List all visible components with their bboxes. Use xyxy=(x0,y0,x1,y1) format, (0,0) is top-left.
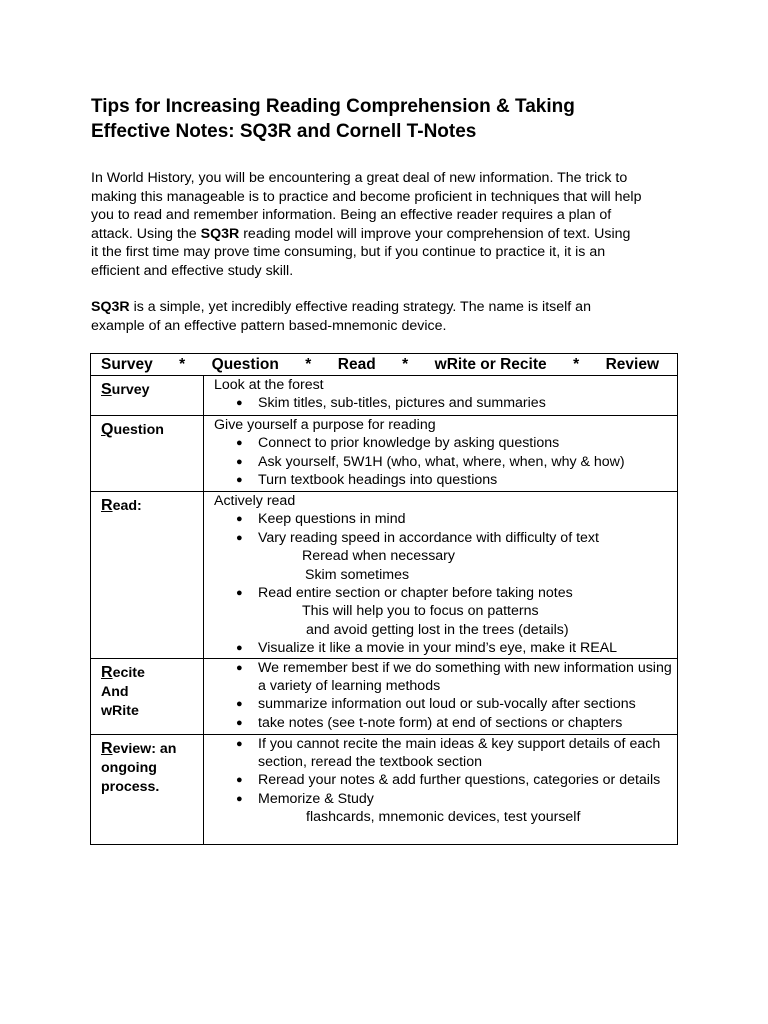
table-row xyxy=(91,492,678,659)
table-row xyxy=(91,376,678,416)
step-label: Question xyxy=(91,416,204,492)
bullet-icon: ● xyxy=(236,587,243,600)
intro-line: efficient and effective study skill. xyxy=(91,262,294,279)
list-item: ● Memorize & Study flashcards, mnemonic devices, test yourself xyxy=(214,790,677,827)
header-step-read: Read xyxy=(337,355,376,373)
step-label: Read: xyxy=(91,492,204,659)
step-intro: Look at the forest xyxy=(214,377,324,393)
sub-item: Reread when necessary xyxy=(302,548,455,565)
list-item: ● take notes (see t-note form) at end of sections or chapters xyxy=(236,714,623,731)
table-header xyxy=(91,354,678,376)
bullet-icon: ● xyxy=(236,716,243,729)
header-separator: * xyxy=(402,355,409,373)
intro-line: making this manageable is to practice and become proficient in techniques that will help xyxy=(91,188,642,205)
bullet-icon: ● xyxy=(236,774,243,787)
list-item: ● summarize information out loud or sub-vocally after sections xyxy=(236,696,636,713)
title-line-2: Effective Notes: SQ3R and Cornell T-Notes xyxy=(91,121,477,142)
step-label: Recite And wRite xyxy=(91,658,204,734)
step-label: Survey xyxy=(91,376,204,416)
bullet-icon: ● xyxy=(236,661,243,674)
sub-item: flashcards, mnemonic devices, test yourself xyxy=(306,809,581,826)
intro-paragraph xyxy=(91,169,681,280)
bullet-icon: ● xyxy=(236,792,243,805)
intro-line: In World History, you will be encountering a great deal of new information. The trick to xyxy=(91,170,628,186)
bullet-icon: ● xyxy=(236,513,243,526)
list-item: ● Ask yourself, 5W1H (who, what, where, when, why & how) xyxy=(236,453,625,470)
step-description xyxy=(204,734,678,844)
step-description xyxy=(204,376,678,416)
sq3r-table xyxy=(90,353,678,845)
list-item: ● Skim titles, sub-titles, pictures and summaries xyxy=(236,395,546,412)
table-row xyxy=(91,734,678,844)
list-item: ● Keep questions in mind xyxy=(236,511,406,528)
list-item: ● Vary reading speed in accordance with difficulty of text Reread when necessary Skim sometimes xyxy=(214,529,677,584)
sub-item: Skim sometimes xyxy=(305,566,410,583)
table-row xyxy=(91,416,678,492)
bullet-icon: ● xyxy=(236,455,243,468)
bullet-icon: ● xyxy=(236,642,243,655)
list-item: ● We remember best if we do something with new information using a variety of learning methods xyxy=(236,659,672,695)
sq3r-paragraph: SQ3R is a simple, yet incredibly effective reading strategy. The name is itself an example of an effective pattern based-mnemonic device. xyxy=(91,299,591,334)
list-item: ● Turn textbook headings into questions xyxy=(236,472,498,489)
step-description xyxy=(204,416,678,492)
document-title xyxy=(91,94,691,144)
list-item: ● If you cannot recite the main ideas & key support details of each section, reread the textbook section xyxy=(236,735,661,771)
list-item: ● Read entire section or chapter before taking notes This will help you to focus on patterns and avoid getting lost in the trees (details) xyxy=(214,584,677,639)
intro-line: attack. Using the SQ3R reading model will improve your comprehension of text. Using xyxy=(91,225,631,242)
step-intro: Actively read xyxy=(214,493,296,509)
header-separator: * xyxy=(179,355,186,373)
intro-line: it the first time may prove time consuming, but if you continue to practice it, it is an xyxy=(91,244,606,260)
list-item: ● Visualize it like a movie in your mind’s eye, make it REAL xyxy=(236,640,618,657)
bullet-icon: ● xyxy=(236,437,243,450)
bullet-icon: ● xyxy=(236,474,243,487)
header-separator: * xyxy=(305,355,312,373)
sq3r-bold: SQ3R xyxy=(200,225,240,242)
step-intro: Give yourself a purpose for reading xyxy=(214,417,436,433)
header-step-write-or-recite: wRite or Recite xyxy=(434,355,547,373)
bullet-icon: ● xyxy=(236,397,243,410)
header-step-survey: Survey xyxy=(101,355,153,373)
step-description xyxy=(204,658,678,734)
bullet-icon: ● xyxy=(236,531,243,544)
title-line-1: Tips for Increasing Reading Comprehension & Taking xyxy=(91,96,575,117)
sq3r-term: SQ3R xyxy=(91,299,130,315)
bullet-icon: ● xyxy=(236,698,243,711)
header-step-review: Review xyxy=(605,355,659,373)
list-item: ● Reread your notes & add further questions, categories or details xyxy=(236,772,661,789)
intro-line: you to read and remember information. Being an effective reader requires a plan of xyxy=(91,207,612,223)
table-row xyxy=(91,658,678,734)
header-separator: * xyxy=(573,355,580,373)
sub-item: and avoid getting lost in the trees (details) xyxy=(306,621,569,638)
bullet-icon: ● xyxy=(236,737,243,750)
step-label: Review: an ongoing process. xyxy=(91,734,204,844)
sub-item: This will help you to focus on patterns xyxy=(302,603,539,620)
header-step-question: Question xyxy=(211,355,279,373)
list-item: ● Connect to prior knowledge by asking questions xyxy=(236,435,560,452)
step-description xyxy=(204,492,678,659)
